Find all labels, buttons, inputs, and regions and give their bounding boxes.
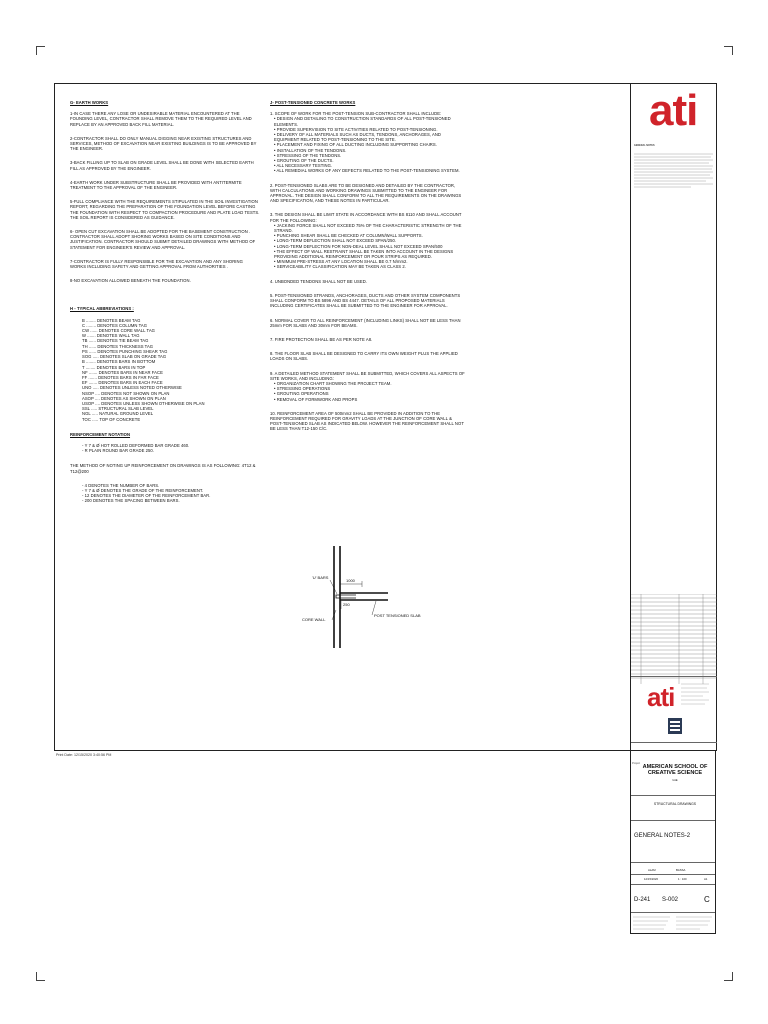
sheet-size: A1 xyxy=(704,877,708,881)
list-item: • ORGANIZATION CHART SHOWING THE PROJECT TEAM. xyxy=(274,380,392,386)
list-item: UNO ..... DENOTES UNLESS NOTED OTHERWISE xyxy=(82,385,182,391)
list-item: • ALL NECESSARY TESTING. xyxy=(274,163,333,169)
drawn-by: ALAM xyxy=(648,868,656,872)
list-item: B ........ DENOTES BARS IN BOTTOM xyxy=(82,359,156,365)
pt-note-9: 9. A DETAILED METHOD STATEMENT SHALL BE SUBMITTED, WHICH COVERS ALL ASPECTS OF SITE WORKS, AND INCLUDING: xyxy=(270,370,465,381)
general-notes-heading: GENERAL NOTES xyxy=(634,144,655,147)
list-item: NF ....... DENOTES BARS IN NEAR FACE xyxy=(82,369,163,375)
project-name: AMERICAN SCHOOL OF CREATIVE SCIENCE xyxy=(642,764,708,777)
earthworks-heading: G- EARTH WORKS xyxy=(70,100,109,105)
u-bars-label: 'U' BARS xyxy=(312,575,329,580)
school-crest-icon xyxy=(665,716,685,738)
pt-note-6: 6. NORMAL COVER TO ALL REINFORCEMENT (INCLUDING LINKS) SHALL NOT BE LESS THAN 25mm FOR SLABS AND 30mm FOR BEAMS. xyxy=(270,317,461,328)
pt-note-4: 4. UNBONDED TENDONS SHALL NOT BE USED. xyxy=(270,278,367,284)
list-item: SSL ..... STRUCTURAL SLAB LEVEL xyxy=(82,406,154,412)
list-item: - Y 7 & Ø HOT ROLLED DEFORMED BAR GRADE 460. xyxy=(82,442,190,448)
drawing-number: S-002 xyxy=(662,897,679,903)
list-item: EF ....... DENOTES BARS IN EACH FACE xyxy=(82,380,163,386)
list-item: FF ....... DENOTES BARS IN FAR FACE xyxy=(82,374,159,380)
list-item: • SERVICEABILITY CLASSIFICATION MAY BE TAKEN AS CLASS 2. xyxy=(274,264,406,270)
list-item: • JACKING FORCE SHALL NOT EXCEED 75% OF THE CHARACTERISTIC STRENGTH OF THE STRAND. xyxy=(274,222,462,234)
list-item: C ........ DENOTES COLUMN TAG xyxy=(82,322,148,328)
list-item: • DELIVERY OF ALL MATERIALS SUCH AS DUCTS, TENDONS, ANCHORAGES, AND EQUIPMENT RELATED TO POST-TENSIONING TO THE SITE. xyxy=(274,132,442,143)
list-item: • DESIGN AND DETAILING TO CONSTRUCTION STANDARDS OF ALL POST-TENSIONED ELEMENTS. xyxy=(274,116,451,127)
pt-note-3-items xyxy=(274,223,465,270)
reinforcement-method: THE METHOD OF NOTING UP REINFORCEMENT ON DRAWINGS IS AS FOLLOWING: 4T12 & T12@200 xyxy=(70,463,256,474)
checked-by: BASSA xyxy=(676,868,686,872)
list-item: • GROUTING OF THE DUCTS. xyxy=(274,158,334,164)
list-item: NSOP .... DENOTES NOT SHOWN ON PLAN xyxy=(82,390,170,396)
drawing-scale: 1 : 100 xyxy=(678,877,687,881)
list-item: SOG ..... DENOTES SLAB ON GRADE TAG xyxy=(82,354,167,360)
project-location: UAE xyxy=(672,779,678,782)
list-item: NGL ..... NATURAL GROUND LEVEL xyxy=(82,411,154,417)
discipline: STRUCTURAL DRAWINGS xyxy=(653,802,697,806)
list-item: TH ...... DENOTES THICKNESS TAG xyxy=(82,343,154,349)
list-item: - 200 DENOTES THE SPACING BETWEEN BARS. xyxy=(82,498,180,504)
crop-mark-br xyxy=(724,972,733,981)
earthworks-note-5: 5-FULL COMPLIANCE WITH THE REQUIREMENTS STIPULATED IN THE SOIL INVESTIGATION REPORT, REGARDING THE PREPARATION OF THE FOUNDATION LEVEL BEFORE CASTING THE FOUNDATION WITH RESPECT TO COMPACTION PROCEDURE AND PLATE LOAD TESTS. THE SOIL REPORT IS CONSIDERED AS GUIDANCE. xyxy=(70,199,260,220)
list-item: • PROVIDE SUPERVISION TO SITE ACTIVITIES RELATED TO POST-TENSIONING. xyxy=(274,126,438,132)
pt-note-5: 5. POST-TENSIONED STRANDS, ANCHORAGES, DUCTS AND OTHER SYSTEM COMPONENTS SHALL CONFORM TO BS 5896 AND BS 4447. DETAILS OF ALL PROPOSED MATERIALS INCLUDING CERTIFICATES SHALL BE SUBMITTED TO THE ENGINEER FOR APPROVAL. xyxy=(270,292,461,309)
reinforcement-heading: REINFORCEMENT NOTATION xyxy=(70,431,131,437)
earthworks-note-7: 7-CONTRACTOR IS FULLY RESPONSIBLE FOR THE EXCAVATION AND ANY SHORING WORKS INCLUDING SAFETY AND GETTING APPROVAL FROM AUTHORITIES . xyxy=(70,258,243,270)
detail-drawing xyxy=(310,540,460,650)
list-item: • LONG-TERM DEFLECTION SHALL NOT EXCEED SPAN/250. xyxy=(274,238,397,244)
post-tensioned-column xyxy=(270,100,465,441)
pt-note-1-items xyxy=(274,116,465,173)
ati-logo-small: ati xyxy=(647,682,675,712)
list-item: ASOP .... DENOTES AS SHOWN ON PLAN xyxy=(82,395,166,401)
drawing-title: GENERAL NOTES-2 xyxy=(634,833,691,839)
list-item: • REMOVAL OF FORMWORK AND PROPS xyxy=(274,396,358,402)
u-bar xyxy=(336,595,356,598)
earthworks-note-2: 2-CONTRACTOR SHALL DO ONLY MANUAL DIGGING NEAR EXISTING STRUCTURES AND SERVICES, METHOD OF EXCAVATION NEAR EXISTING BUILDINGS IS TO BE APPROVED BY THE ENGINEER. xyxy=(70,135,257,152)
earthworks-column xyxy=(70,100,260,514)
title-block xyxy=(630,84,716,750)
project-number: D-241 xyxy=(634,897,651,903)
revisions-table xyxy=(631,594,717,684)
list-item: • INSTALLATION OF THE TENDONS. xyxy=(274,147,347,153)
pt-note-9-items xyxy=(274,381,465,402)
list-item: PS ...... DENOTES PUNCHING SHEAR TAG xyxy=(82,348,168,354)
pt-note-2: 2. POST-TENSIONED SLABS ARE TO BE DESIGNED AND DETAILED BY THE CONTRACTOR, WITH CALCULATIONS AND WORKING DRAWINGS SUBMITTED TO THE ENGINEER FOR APPROVAL. THE DESIGN SHALL CONFORM TO ALL THE REQUIREMENTS ON THE DRAWINGS AND SPECIFICATION, AND THESE NOTES IN PARTICULAR. xyxy=(270,182,462,204)
notes-lines xyxy=(631,152,717,192)
project-label: Project xyxy=(632,762,641,765)
list-item: TB ...... DENOTES TIE BEAM TAG xyxy=(82,338,149,344)
list-item: - 12 DENOTES THE DIAMETER OF THE REINFORCEMENT BAR. xyxy=(82,493,211,499)
pt-note-1: 1. SCOPE OF WORK FOR THE POST-TENSION SUB-CONTRACTOR SHALL INCLUDE: xyxy=(270,111,442,117)
list-item: • STRESSING OF THE TENDONS. xyxy=(274,152,342,158)
pt-note-10: 10. REINFORCEMENT AREA OF 500mm2 SHALL BE PROVIDED IN ADDITION TO THE REINFORCEMENT REQUIRED FOR GRAVITY LOADS AT THE JUNCTION OF CORE WALL & POST-TENSIONED SLAB AS INDICATED BELOW. HOWEVER THE REINFORCEMENT SHALL NOT BE LESS THAN T12-150 C/C. xyxy=(270,410,464,432)
list-item: • GROUTING OPERATIONS xyxy=(274,391,329,397)
list-item: • PLACEMENT AND FIXING OF ALL DUCTING INCLUDING SUPPORTING CHAIRS. xyxy=(274,142,437,148)
abbreviations-heading: H - TYPICAL ABBREVIATIONS : xyxy=(70,306,134,312)
contact-lines xyxy=(681,682,711,712)
list-item: - 4 DENOTES THE NUMBER OF BARS. xyxy=(82,482,160,488)
abbreviations-list xyxy=(82,318,260,422)
list-item: USOP .... DENOTES UNLESS SHOWN OTHERWISE ON PLAN xyxy=(82,400,205,406)
core-wall-label: CORE WALL xyxy=(302,617,326,622)
title-block-frame-lower xyxy=(630,750,716,934)
post-tensioned-heading: J- POST-TENSIONED CONCRETE WORKS xyxy=(270,100,356,105)
crop-mark-tl xyxy=(36,46,45,55)
list-item: • PUNCHING SHEAR SHALL BE CHECKED AT COLUMN/WALL SUPPORTS. xyxy=(274,233,423,239)
pt-note-3: 3. THE DESIGN SHALL BE LIMIT STATE IN ACCORDANCE WITH BS 8110 AND SHALL ACCOUNT FOR THE FOLLOWING: xyxy=(270,212,462,223)
crop-mark-bl xyxy=(36,972,45,981)
dimension-1000-label: 1000 xyxy=(346,578,355,583)
reinforcement-grades xyxy=(82,443,260,453)
list-item: • THE EFFECT OF WALL RESTRAINT SHALL BE TAKEN INTO ACCOUNT IN THE DESIGNS PROVIDING ADDITIONAL REINFORCEMENT OR POUR STRIPS AS REQUIRED. xyxy=(274,248,454,260)
list-item: - R PLAIN ROUND BAR GRADE 250. xyxy=(82,448,155,454)
issue-date: 12/15/2020 xyxy=(644,877,658,881)
print-date: Print Date: 12/15/2020 3:40:56 PM xyxy=(56,753,112,757)
post-tensioned-slab-label: POST TENSIONED SLAB xyxy=(374,613,421,618)
ati-logo: ati xyxy=(649,86,698,135)
list-item: • STRESSING OPERATIONS xyxy=(274,386,331,392)
dimension-250-label: 250 xyxy=(343,602,350,607)
revision-letter: C xyxy=(704,895,710,904)
pt-note-7: 7. FIRE PROTECTION SHALL BE AS PER NOTE A8. xyxy=(270,336,373,342)
reinforcement-notation-list xyxy=(82,483,260,504)
earthworks-note-1: 1-IN CASE THERE ANY LOSE OR UNDESIRABLE MATERIAL ENCOUNTERED AT THE FOUNDING LEVEL, CONTRACTOR SHALL REMOVE THEM TO THE REQUIRED LEVEL AND REPLACE BY AN APPROVED BACK FILL MATERIAL. xyxy=(70,111,252,127)
list-item: T ........ DENOTES BARS IN TOP xyxy=(82,364,146,370)
list-item: • LONG-TERM DEFLECTION FOR NON-DEAL LEVEL SHALL NOT EXCEED SPAN/500 xyxy=(274,243,443,249)
list-item: B ........ DENOTES BEAM TAG xyxy=(82,317,141,323)
earthworks-note-4: 4-EARTH WORK UNDER SUBSTRUCTURE SHALL BE PROVIDED WITH ANTITERMITE TREATMENT TO THE APPROVAL OF THE ENGINEER. xyxy=(70,179,242,191)
list-item: TOC ..... TOP OF CONCRETE xyxy=(82,416,141,422)
earthworks-note-6: 6- OPEN CUT EXCAVATION SHALL BE ADOPTED FOR THE BASEMENT CONSTRUCTION . CONTRACTOR SHALL ADOPT SHORING WORKS BASED ON SITE CONDITIONS AND JUSTIFICATION. CONTRACTOR SHOULD SUBMIT DETAILED DRAWINGS WITH METHOD OF STATEMENT FOR ENGINEER'S REVIEW AND APPROVAL. xyxy=(70,229,256,250)
crop-mark-tr xyxy=(724,46,733,55)
earthworks-note-8: 8-NO EXCAVATION ALLOWED BENEATH THE FOUNDATION. xyxy=(70,278,191,284)
list-item: CW ...... DENOTES CORE WALL TAG xyxy=(82,328,155,334)
core-wall-slab-detail xyxy=(302,540,460,650)
list-item: W ....... DENOTES WALL TAG xyxy=(82,333,140,339)
list-item: • ALL REMEDIAL WORKS OF ANY DEFECTS RELATED TO THE POST-TENSIONING SYSTEM. xyxy=(274,168,460,174)
list-item: - Y 7 & Ø DENOTES THE GRADE OF THE REINFORCEMENT. xyxy=(82,487,204,493)
earthworks-note-3: 3-BACK FILLING UP TO SLAB ON GRADE LEVEL SHALL BE DONE WITH SELECTED EARTH FILL AS APPROVED BY THE ENGINEER. xyxy=(70,160,254,171)
pt-note-8: 8. THE FLOOR SLAB SHALL BE DESIGNED TO CARRY ITS OWN WEIGHT PLUS THE APPLIED LOADS ON SLABS. xyxy=(270,351,458,362)
list-item: • MINIMUM PRE-STRESS AT ANY LOCATION SHALL BE 0.7 N/mm2. xyxy=(274,259,408,265)
